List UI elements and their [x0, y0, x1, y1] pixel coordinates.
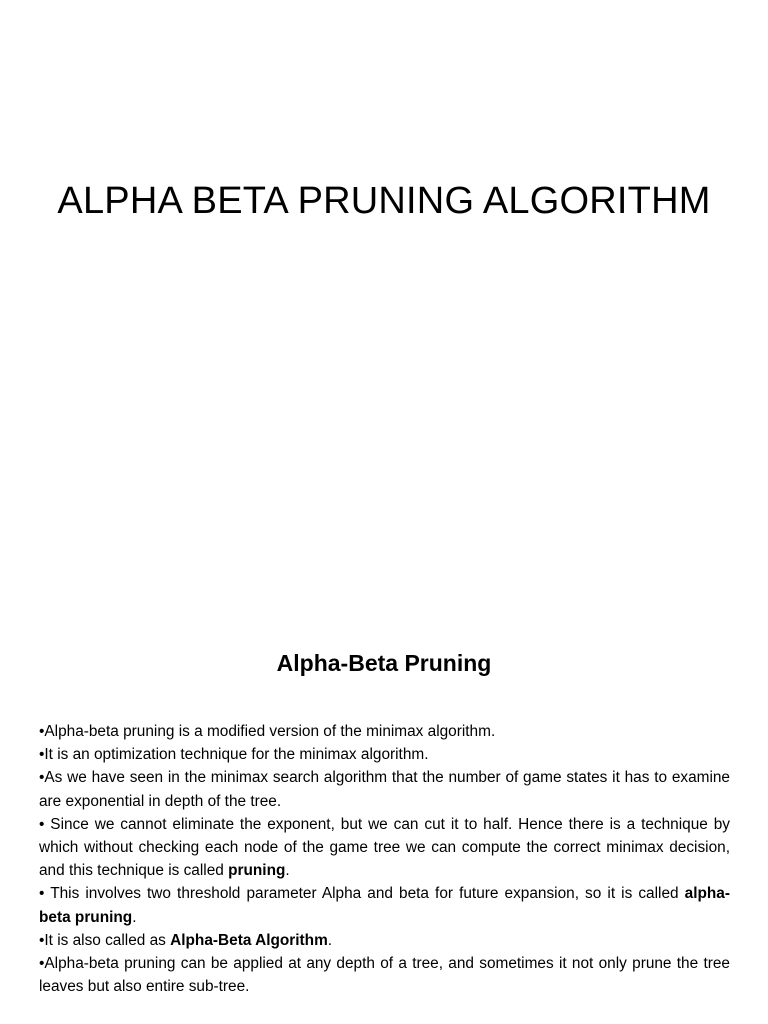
- bullet-item: [39, 882, 730, 928]
- slide-title: ALPHA BETA PRUNING ALGORITHM: [57, 180, 711, 222]
- bullet-item: [39, 929, 730, 952]
- bullet-text: •Alpha-beta pruning is a modified version of the minimax algorithm.: [39, 723, 496, 740]
- bullet-item: [39, 720, 730, 743]
- bullet-text: •It is an optimization technique for the minimax algorithm.: [39, 746, 429, 764]
- bullet-item: [39, 813, 730, 883]
- bullet-text: •Alpha-beta pruning can be applied at any depth of a tree, and sometimes it not only prune the tree leaves but also entire sub-tree.: [39, 955, 730, 996]
- bullet-text: • Since we cannot eliminate the exponent, but we can cut it to half. Hence there is a technique by which without checking each node of the game tree we can compute the correct minimax decision, and this technique is called: [39, 815, 730, 880]
- bullet-text: .: [285, 862, 290, 880]
- bullet-text: •As we have seen in the minimax search algorithm that the number of game states it has to examine are exponential in depth of the tree.: [39, 769, 730, 810]
- bullet-text: .: [132, 908, 137, 926]
- bullet-text: .: [327, 931, 333, 949]
- bullet-text: • This involves two threshold parameter Alpha and beta for future expansion, so it is called: [39, 885, 685, 903]
- bullet-bold-term: alpha-beta pruning: [39, 885, 730, 926]
- section-heading: Alpha-Beta Pruning: [276, 650, 492, 676]
- bullet-item: [39, 743, 730, 766]
- bullet-item: [39, 766, 730, 812]
- bullet-text: •It is also called as: [39, 931, 171, 949]
- bullet-list: [39, 720, 730, 998]
- bullet-bold-term: pruning: [228, 862, 286, 880]
- bullet-item: [39, 952, 730, 998]
- bullet-bold-term: Alpha-Beta Algorithm: [170, 931, 328, 949]
